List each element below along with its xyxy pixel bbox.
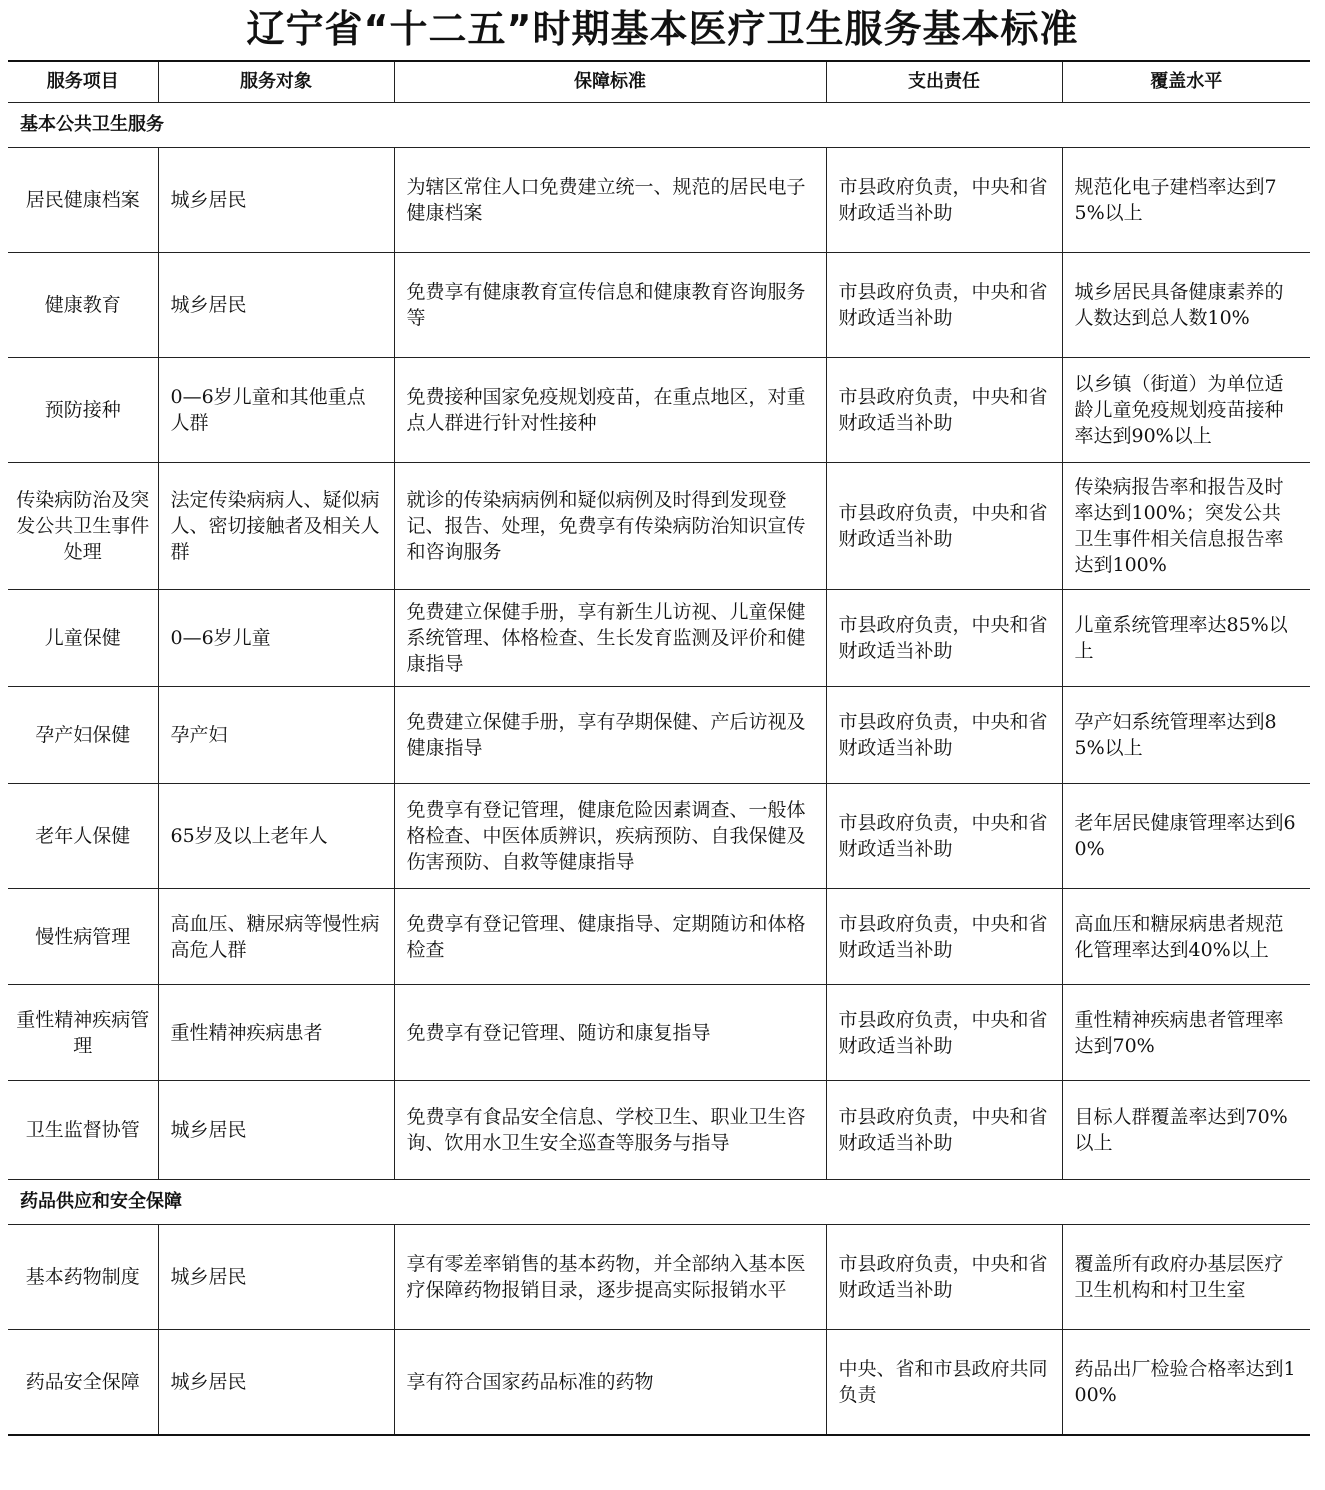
cell-guarantee-standard: 免费享有登记管理，健康危险因素调查、一般体格检查、中医体质辨识，疾病预防、自我保健及伤害预防、自救等健康指导: [394, 784, 826, 889]
section-row: [8, 1180, 1310, 1225]
header-coverage-level: 覆盖水平: [1062, 61, 1310, 103]
cell-service-item: 卫生监督协管: [8, 1081, 158, 1180]
table-row: [8, 1225, 1310, 1330]
cell-guarantee-standard: 免费享有健康教育宣传信息和健康教育咨询服务等: [394, 253, 826, 358]
cell-expenditure-responsibility: 市县政府负责，中央和省财政适当补助: [826, 148, 1062, 253]
cell-service-target: 城乡居民: [158, 253, 394, 358]
cell-service-target: 城乡居民: [158, 1225, 394, 1330]
cell-expenditure-responsibility: 市县政府负责，中央和省财政适当补助: [826, 590, 1062, 687]
cell-service-target: 城乡居民: [158, 148, 394, 253]
cell-service-target: 0—6岁儿童和其他重点人群: [158, 358, 394, 463]
table-row: [8, 463, 1310, 590]
cell-service-target: 重性精神疾病患者: [158, 985, 394, 1081]
cell-service-item: 慢性病管理: [8, 889, 158, 985]
cell-coverage-level: 目标人群覆盖率达到70%以上: [1062, 1081, 1310, 1180]
page-title: 辽宁省“十二五”时期基本医疗卫生服务基本标准: [246, 7, 1079, 51]
cell-service-item: 预防接种: [8, 358, 158, 463]
cell-guarantee-standard: 免费建立保健手册，享有孕期保健、产后访视及健康指导: [394, 687, 826, 784]
cell-service-item: 健康教育: [8, 253, 158, 358]
section-row: [8, 103, 1310, 148]
table-row: [8, 148, 1310, 253]
cell-guarantee-standard: 享有零差率销售的基本药物，并全部纳入基本医疗保障药物报销目录，逐步提高实际报销水平: [394, 1225, 826, 1330]
cell-expenditure-responsibility: 中央、省和市县政府共同负责: [826, 1330, 1062, 1436]
header-service-item: 服务项目: [8, 61, 158, 103]
header-expenditure-responsibility: 支出责任: [826, 61, 1062, 103]
cell-expenditure-responsibility: 市县政府负责，中央和省财政适当补助: [826, 463, 1062, 590]
cell-expenditure-responsibility: 市县政府负责，中央和省财政适当补助: [826, 889, 1062, 985]
table-row: [8, 358, 1310, 463]
cell-coverage-level: 老年居民健康管理率达到60%: [1062, 784, 1310, 889]
cell-expenditure-responsibility: 市县政府负责，中央和省财政适当补助: [826, 1225, 1062, 1330]
cell-service-item: 居民健康档案: [8, 148, 158, 253]
cell-guarantee-standard: 免费享有食品安全信息、学校卫生、职业卫生咨询、饮用水卫生安全巡查等服务与指导: [394, 1081, 826, 1180]
table-row: [8, 687, 1310, 784]
section-title: 基本公共卫生服务: [8, 103, 1310, 148]
cell-coverage-level: 重性精神疾病患者管理率达到70%: [1062, 985, 1310, 1081]
cell-expenditure-responsibility: 市县政府负责，中央和省财政适当补助: [826, 253, 1062, 358]
header-row: [8, 61, 1310, 103]
cell-guarantee-standard: 为辖区常住人口免费建立统一、规范的居民电子健康档案: [394, 148, 826, 253]
cell-service-target: 高血压、糖尿病等慢性病高危人群: [158, 889, 394, 985]
cell-guarantee-standard: 免费享有登记管理、健康指导、定期随访和体格检查: [394, 889, 826, 985]
cell-service-target: 孕产妇: [158, 687, 394, 784]
table-row: [8, 985, 1310, 1081]
table-row: [8, 889, 1310, 985]
cell-coverage-level: 城乡居民具备健康素养的人数达到总人数10%: [1062, 253, 1310, 358]
cell-coverage-level: 孕产妇系统管理率达到85%以上: [1062, 687, 1310, 784]
table-row: [8, 1330, 1310, 1436]
cell-service-item: 孕产妇保健: [8, 687, 158, 784]
cell-service-item: 基本药物制度: [8, 1225, 158, 1330]
table-row: [8, 590, 1310, 687]
cell-guarantee-standard: 免费建立保健手册，享有新生儿访视、儿童保健系统管理、体格检查、生长发育监测及评价和健康指导: [394, 590, 826, 687]
cell-coverage-level: 传染病报告率和报告及时率达到100%；突发公共卫生事件相关信息报告率达到100%: [1062, 463, 1310, 590]
cell-expenditure-responsibility: 市县政府负责，中央和省财政适当补助: [826, 687, 1062, 784]
cell-guarantee-standard: 免费接种国家免疫规划疫苗，在重点地区，对重点人群进行针对性接种: [394, 358, 826, 463]
cell-expenditure-responsibility: 市县政府负责，中央和省财政适当补助: [826, 985, 1062, 1081]
cell-guarantee-standard: 就诊的传染病病例和疑似病例及时得到发现登记、报告、处理，免费享有传染病防治知识宣传和咨询服务: [394, 463, 826, 590]
cell-service-item: 儿童保健: [8, 590, 158, 687]
header-service-target: 服务对象: [158, 61, 394, 103]
cell-service-target: 0—6岁儿童: [158, 590, 394, 687]
table-row: [8, 1081, 1310, 1180]
table-row: [8, 253, 1310, 358]
cell-expenditure-responsibility: 市县政府负责，中央和省财政适当补助: [826, 1081, 1062, 1180]
cell-coverage-level: 高血压和糖尿病患者规范化管理率达到40%以上: [1062, 889, 1310, 985]
cell-service-target: 法定传染病病人、疑似病人、密切接触者及相关人群: [158, 463, 394, 590]
cell-service-target: 65岁及以上老年人: [158, 784, 394, 889]
cell-expenditure-responsibility: 市县政府负责，中央和省财政适当补助: [826, 358, 1062, 463]
cell-service-item: 重性精神疾病管理: [8, 985, 158, 1081]
cell-service-target: 城乡居民: [158, 1081, 394, 1180]
cell-service-item: 传染病防治及突发公共卫生事件处理: [8, 463, 158, 590]
cell-guarantee-standard: 享有符合国家药品标准的药物: [394, 1330, 826, 1436]
cell-coverage-level: 以乡镇（街道）为单位适龄儿童免疫规划疫苗接种率达到90%以上: [1062, 358, 1310, 463]
header-guarantee-standard: 保障标准: [394, 61, 826, 103]
cell-coverage-level: 规范化电子建档率达到75%以上: [1062, 148, 1310, 253]
cell-coverage-level: 覆盖所有政府办基层医疗卫生机构和村卫生室: [1062, 1225, 1310, 1330]
cell-service-item: 老年人保健: [8, 784, 158, 889]
cell-service-item: 药品安全保障: [8, 1330, 158, 1436]
standards-table: [8, 60, 1310, 1436]
cell-coverage-level: 儿童系统管理率达85%以上: [1062, 590, 1310, 687]
cell-guarantee-standard: 免费享有登记管理、随访和康复指导: [394, 985, 826, 1081]
cell-service-target: 城乡居民: [158, 1330, 394, 1436]
cell-coverage-level: 药品出厂检验合格率达到100%: [1062, 1330, 1310, 1436]
table-row: [8, 784, 1310, 889]
section-title: 药品供应和安全保障: [8, 1180, 1310, 1225]
cell-expenditure-responsibility: 市县政府负责，中央和省财政适当补助: [826, 784, 1062, 889]
